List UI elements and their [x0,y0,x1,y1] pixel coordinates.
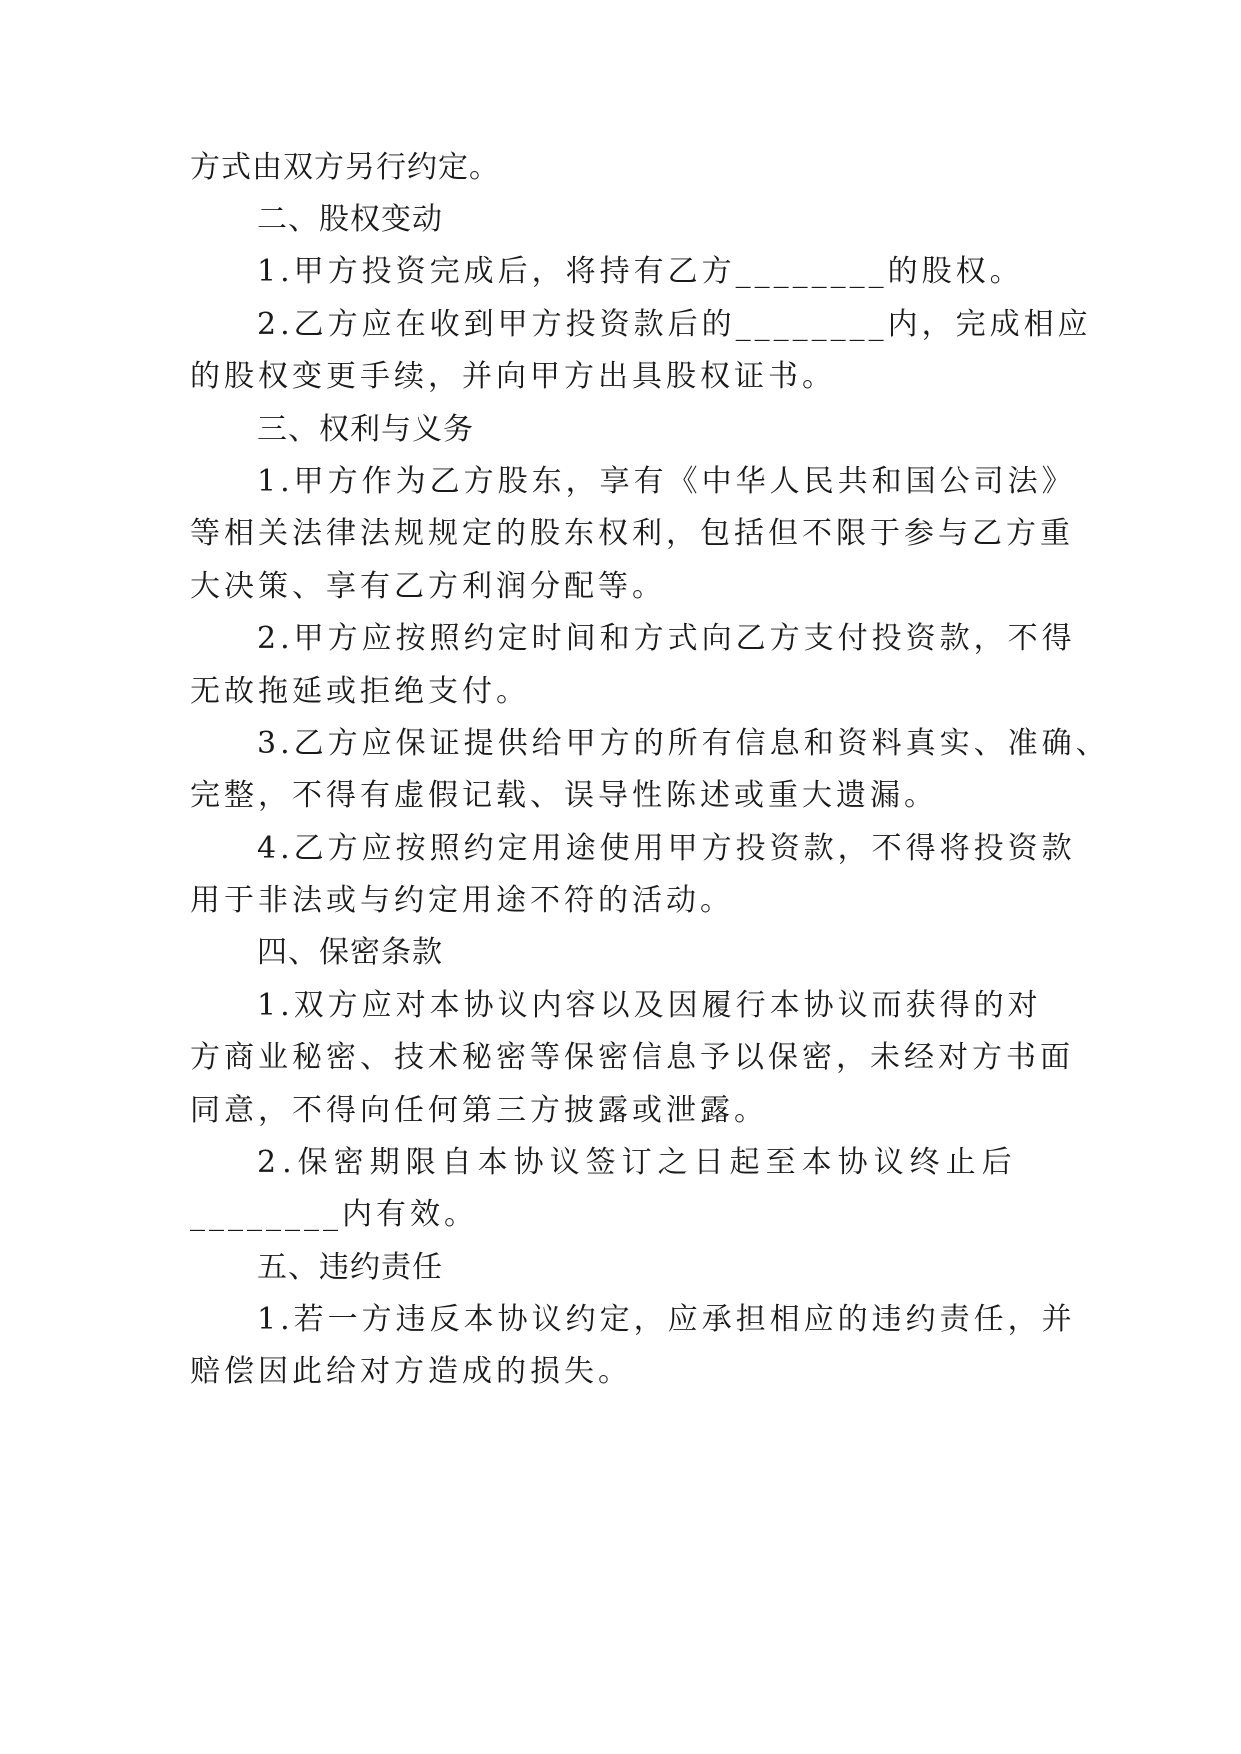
text-line: 同意，不得向任何第三方披露或泄露。 [190,1093,768,1128]
text-line: 无故拖延或拒绝支付。 [190,674,530,709]
text-line: 4.乙方应按照约定用途使用甲方投资款，不得将投资款 [257,831,1076,866]
text-line: 1.双方应对本协议内容以及因履行本协议而获得的对 [257,988,1042,1023]
text-line: 2.乙方应在收到甲方投资款后的________内，完成相应 [257,307,1092,342]
section-heading-confidentiality: 四、保密条款 [257,935,443,970]
text-line: 1.甲方作为乙方股东，享有《中华人民共和国公司法》 [257,464,1076,499]
text-line: 3.乙方应保证提供给甲方的所有信息和资料真实、准确、 [257,726,1110,761]
section-heading-breach-liability: 五、违约责任 [257,1250,443,1285]
text-line: 的股权变更手续，并向甲方出具股权证书。 [190,359,836,394]
text-line: 1.甲方投资完成后，将持有乙方________的股权。 [257,254,1024,289]
text-line: 等相关法律法规规定的股东权利，包括但不限于参与乙方重 [190,516,1074,551]
text-line: 完整，不得有虚假记载、误导性陈述或重大遗漏。 [190,778,938,813]
text-line: 2.甲方应按照约定时间和方式向乙方支付投资款，不得 [257,621,1076,656]
section-heading-rights-obligations: 三、权利与义务 [257,412,474,447]
text-line: 方式由双方另行约定。 [190,150,500,185]
text-line: 1.若一方违反本协议约定，应承担相应的违约责任，并 [257,1302,1076,1337]
text-line: 方商业秘密、技术秘密等保密信息予以保密，未经对方书面 [190,1040,1074,1075]
text-line: ________内有效。 [190,1197,478,1232]
text-line: 赔偿因此给对方造成的损失。 [190,1354,632,1389]
text-line: 大决策、享有乙方利润分配等。 [190,569,666,604]
text-line: 用于非法或与约定用途不符的活动。 [190,883,734,918]
section-heading-equity-change: 二、股权变动 [257,202,443,237]
text-line: 2.保密期限自本协议签订之日起至本协议终止后 [257,1145,1018,1180]
